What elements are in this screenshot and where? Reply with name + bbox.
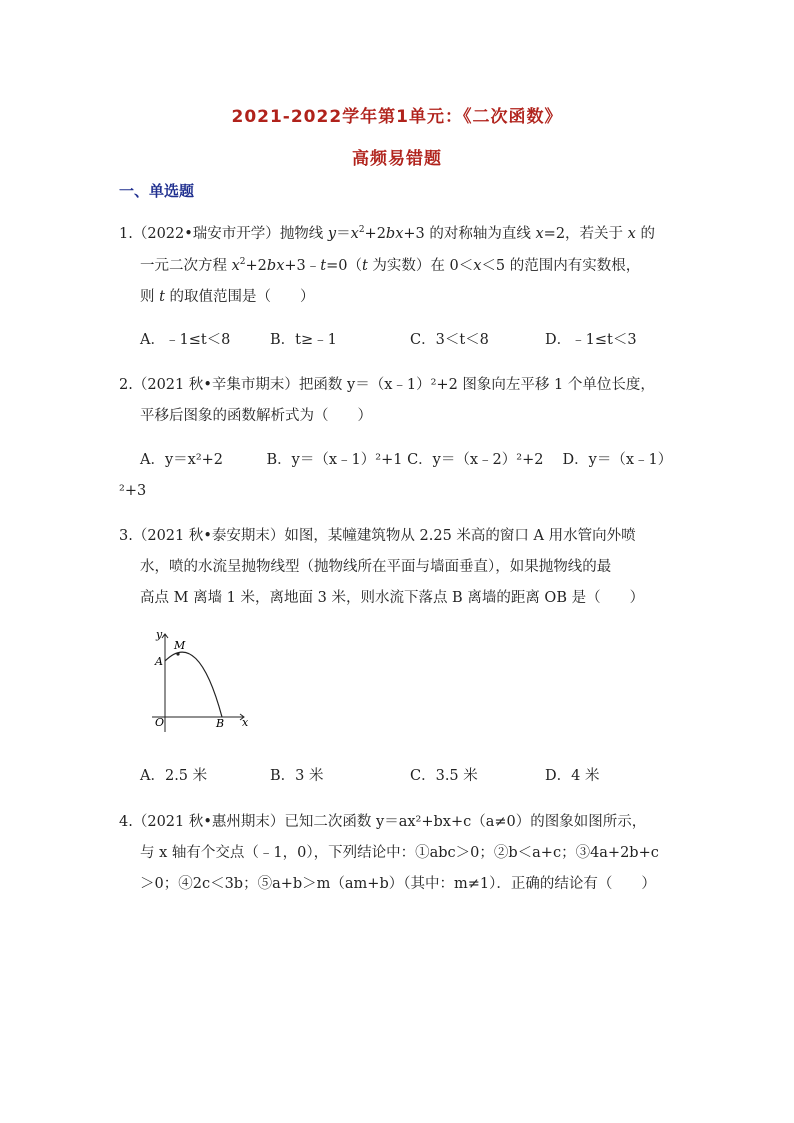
label-x: x <box>242 716 249 729</box>
label-m: M <box>174 639 186 652</box>
question-2-options: A．y＝x²+2 B．y＝（x﹣1）²+1 C．y＝（x﹣2）²+2 D．y＝（x﹣1） <box>140 452 673 468</box>
question-3-line-2: 水，喷的水流呈抛物线型（抛物线所在平面与墙面垂直），如果抛物线的最 <box>140 559 612 575</box>
label-y: y <box>156 628 163 641</box>
question-2-line-2: 平移后图象的函数解析式为（ ） <box>140 408 372 424</box>
parabola-figure <box>140 628 255 740</box>
question-number: 4. <box>119 814 133 830</box>
question-number: 1. <box>119 226 133 242</box>
page-title: 2021-2022学年第1单元：《二次函数》 <box>231 107 563 127</box>
question-3-line-3: 高点 M 离墙 1 米，离地面 3 米，则水流下落点 B 离墙的距离 OB 是（ ） <box>140 590 645 606</box>
question-1-line-1: 1.（2022•瑞安市开学）抛物线 $y=x^2+2bx+3$ 的对称轴为直线 x=2，若关于 x 的 <box>119 225 655 242</box>
option-d: D．4 米 <box>545 768 600 784</box>
option-c: C．3.5 米 <box>410 768 478 784</box>
option-d: D．﹣1≤t＜3 <box>545 332 637 348</box>
option-a: A．﹣1≤t＜8 <box>140 332 231 348</box>
question-2-options-wrap: ²+3 <box>119 483 147 499</box>
label-o: O <box>155 716 165 729</box>
question-2-line-1: 2.（2021 秋•辛集市期末）把函数 y＝（x﹣1）²+2 图象向左平移 1 个单位长度， <box>119 377 655 393</box>
point-m <box>176 652 179 655</box>
option-a: A．2.5 米 <box>140 768 208 784</box>
question-1-line-3: 则 t 的取值范围是（ ） <box>140 289 315 305</box>
question-source: （2022•瑞安市开学） <box>132 226 280 242</box>
option-c: C．3＜t＜8 <box>410 332 489 348</box>
question-number: 2. <box>119 377 133 393</box>
question-4-line-1: 4.（2021 秋•惠州期末）已知二次函数 y＝ax²+bx+c（a≠0）的图象如图所示， <box>119 814 647 830</box>
question-4-line-3: ＞0；④2c＜3b；⑤a+b＞m（am+b）（其中：m≠1）．正确的结论有（ ） <box>140 876 656 892</box>
page-subtitle: 高频易错题 <box>352 149 442 169</box>
label-a: A <box>155 655 163 668</box>
label-b: B <box>216 717 225 730</box>
question-1-line-2: 一元二次方程 $x^2+2bx+3﹣t=0(t$ 为实数）在 0＜x＜5 的范围内有实数根， <box>140 257 641 274</box>
parabola-curve <box>165 652 222 717</box>
question-4-line-2: 与 x 轴有个交点（﹣1，0），下列结论中：①abc＞0；②b＜a+c；③4a+2b+c <box>140 845 659 861</box>
option-b: B．3 米 <box>270 768 324 784</box>
question-3-line-1: 3.（2021 秋•泰安期末）如图，某幢建筑物从 2.25 米高的窗口 A 用水管向外喷 <box>119 528 636 544</box>
section-heading: 一、单选题 <box>119 182 195 200</box>
question-number: 3. <box>119 528 133 544</box>
option-b: B．t≥﹣1 <box>270 332 337 348</box>
